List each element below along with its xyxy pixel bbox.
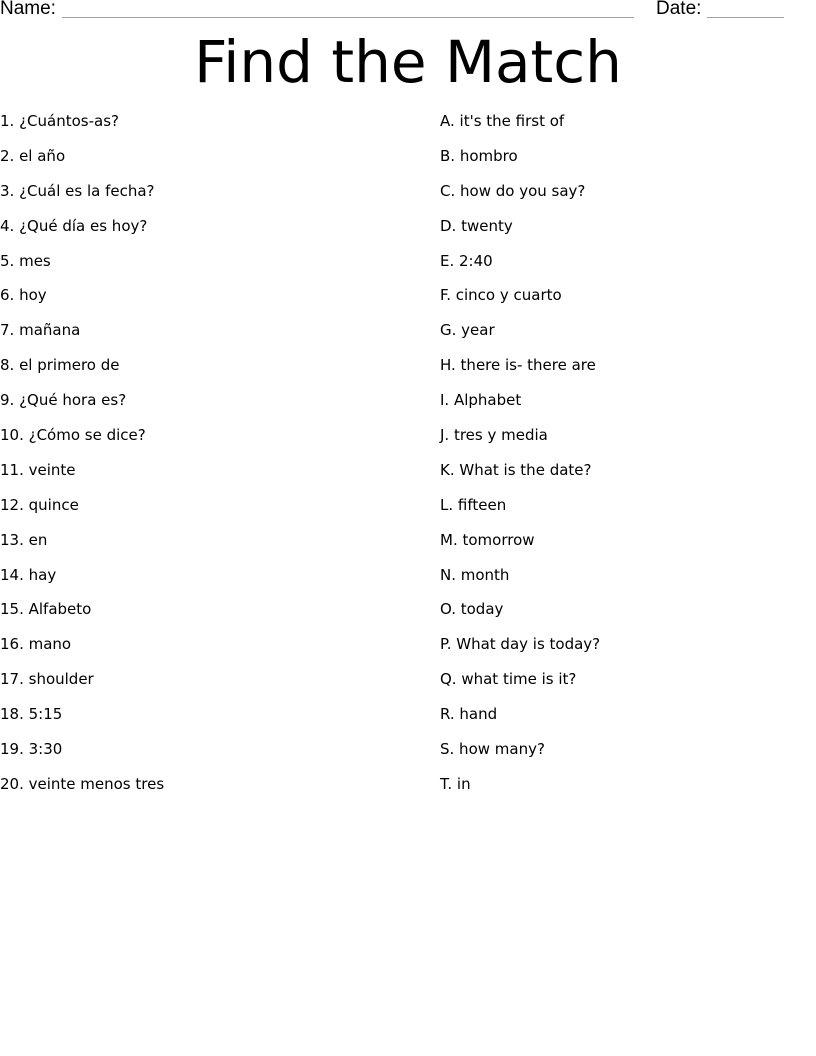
- definition-item: F. cinco y cuarto: [440, 286, 562, 305]
- term-item: 15. Alfabeto: [0, 600, 92, 619]
- definition-item: I. Alphabet: [440, 391, 522, 410]
- definition-item: C. how do you say?: [440, 181, 586, 200]
- term-item: 18. 5:15: [0, 705, 63, 724]
- term-item: 14. hay: [0, 565, 57, 584]
- term-item: 3. ¿Cuál es la fecha?: [0, 181, 155, 200]
- date-blank-line: [707, 17, 784, 18]
- definition-item: B. hombro: [440, 146, 518, 165]
- term-item: 16. mano: [0, 635, 72, 654]
- term-item: 5. mes: [0, 251, 51, 270]
- term-item: 7. mañana: [0, 321, 81, 340]
- term-item: 11. veinte: [0, 460, 76, 479]
- worksheet-header: [0, 0, 816, 24]
- term-item: 8. el primero de: [0, 356, 120, 375]
- definition-item: L. fifteen: [440, 495, 507, 514]
- definition-item: S. how many?: [440, 740, 545, 759]
- definition-item: M. tomorrow: [440, 530, 535, 549]
- definition-item: G. year: [440, 321, 495, 340]
- definitions-list: [440, 111, 816, 809]
- definition-item: P. What day is today?: [440, 635, 601, 654]
- term-item: 6. hoy: [0, 286, 47, 305]
- term-item: 17. shoulder: [0, 670, 94, 689]
- definition-item: H. there is- there are: [440, 356, 596, 375]
- term-item: 19. 3:30: [0, 740, 63, 759]
- page-title: Find the Match: [194, 28, 622, 96]
- definition-item: D. twenty: [440, 216, 513, 235]
- date-label: Date:: [656, 0, 702, 19]
- term-item: 10. ¿Cómo se dice?: [0, 426, 146, 445]
- term-item: 9. ¿Qué hora es?: [0, 391, 127, 410]
- definition-item: N. month: [440, 565, 510, 584]
- definition-item: A. it's the first of: [440, 112, 565, 130]
- definition-item: K. What is the date?: [440, 460, 592, 479]
- term-item: 12. quince: [0, 495, 79, 514]
- term-item: 2. el año: [0, 146, 66, 165]
- definition-item: J. tres y media: [440, 426, 548, 445]
- name-blank-line: [62, 17, 634, 18]
- term-item: 4. ¿Qué día es hoy?: [0, 216, 148, 235]
- definition-item: R. hand: [440, 705, 498, 724]
- term-item: 1. ¿Cuántos-as?: [0, 112, 119, 130]
- term-item: 20. veinte menos tres: [0, 774, 165, 793]
- definition-item: T. in: [440, 774, 471, 793]
- term-item: 13. en: [0, 530, 48, 549]
- definition-item: Q. what time is it?: [440, 670, 577, 689]
- name-label: Name:: [0, 0, 56, 19]
- definition-item: O. today: [440, 600, 504, 619]
- definition-item: E. 2:40: [440, 251, 493, 270]
- terms-list: [0, 111, 420, 809]
